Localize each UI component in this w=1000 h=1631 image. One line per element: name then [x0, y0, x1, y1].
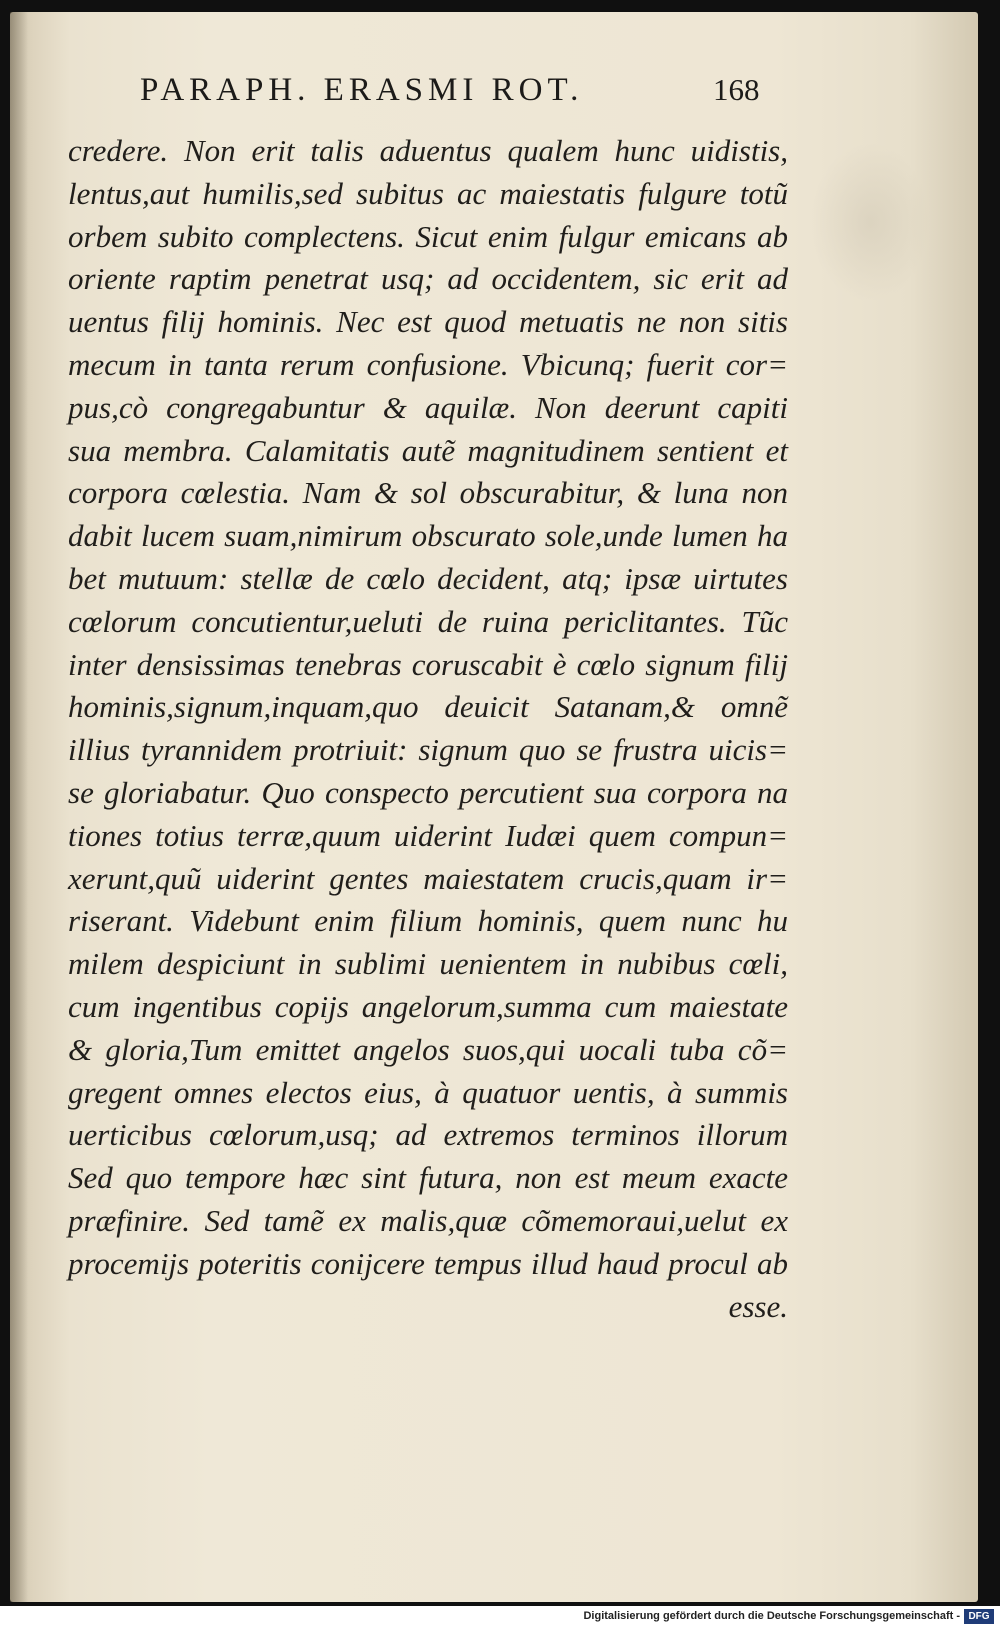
gutter-shadow — [10, 12, 28, 1602]
text-line: præfinire. Sed tamẽ ex malis,quæ cõmemoraui,uelut ex — [68, 1202, 788, 1238]
text-line: credere. Non erit talis aduentus qualem hunc uidistis, — [68, 133, 788, 168]
text-line: uerticibus cœlorum,usq; ad extremos terminos illorum — [68, 1117, 788, 1153]
text-line: uentus filij hominis. Nec est quod metuatis ne non sitis — [68, 304, 788, 340]
text-line: pus,cò congregabuntur & aquilæ. Non deerunt capiti — [68, 389, 788, 425]
book-page — [10, 12, 978, 1602]
page-number: 168 — [713, 72, 760, 107]
funding-credit: Digitalisierung gefördert durch die Deutsche Forschungsgemeinschaft - — [583, 1610, 960, 1622]
text-line: sua membra. Calamitatis autẽ magnitudinem sentient et — [68, 432, 788, 468]
text-line: xerunt,quũ uiderint gentes maiestatem crucis,quam ir= — [68, 860, 788, 896]
text-line: dabit lucem suam,nimirum obscurato sole,unde lumen ha — [68, 518, 788, 554]
text-line: lentus,aut humilis,sed subitus ac maiestatis fulgure totũ — [68, 175, 788, 211]
text-line-final: esse. — [728, 1288, 788, 1324]
body-text — [68, 130, 788, 1328]
text-line: Sed quo tempore hæc sint futura, non est meum exacte — [68, 1160, 788, 1196]
text-line: bet mutuum: stellæ de cœlo decident, atq; ipsæ uirtutes — [68, 560, 788, 596]
bleed-through-stain — [810, 142, 930, 302]
text-line: corpora cœlestia. Nam & sol obscurabitur, & luna non — [68, 475, 788, 511]
footer-bar — [0, 1606, 1000, 1631]
text-line: oriente raptim penetrat usq; ad occidentem, sic erit ad — [68, 261, 788, 297]
running-head: PARAPH. ERASMI ROT. — [140, 72, 584, 108]
text-line: procemijs poteritis conijcere tempus illud haud procul ab — [68, 1245, 788, 1281]
text-line: hominis,signum,inquam,quo deuicit Satanam,& omnẽ — [68, 689, 788, 725]
text-line: orbem subito complectens. Sicut enim fulgur emicans ab — [68, 218, 788, 254]
text-line: tiones totius terræ,quum uiderint Iudæi quem compun= — [68, 817, 788, 853]
text-line: mecum in tanta rerum confusione. Vbicunq; fuerit cor= — [68, 346, 788, 382]
text-line: riserant. Videbunt enim filium hominis, quem nunc hu — [68, 903, 788, 939]
dfg-logo: DFG — [964, 1609, 994, 1624]
text-line: cœlorum concutientur,ueluti de ruina periclitantes. Tũc — [68, 603, 788, 639]
text-line: milem despiciunt in sublimi uenientem in nubibus cœli, — [68, 946, 788, 982]
text-line: gregent omnes electos eius, à quatuor uentis, à summis — [68, 1074, 788, 1110]
text-line: & gloria,Tum emittet angelos suos,qui uocali tuba cõ= — [68, 1031, 788, 1067]
text-line: se gloriabatur. Quo conspecto percutient sua corpora na — [68, 774, 788, 810]
text-line: illius tyrannidem protriuit: signum quo se frustra uicis= — [68, 732, 788, 768]
text-line: cum ingentibus copijs angelorum,summa cum maiestate — [68, 988, 788, 1024]
text-line: inter densissimas tenebras coruscabit è cœlo signum filij — [68, 646, 788, 682]
